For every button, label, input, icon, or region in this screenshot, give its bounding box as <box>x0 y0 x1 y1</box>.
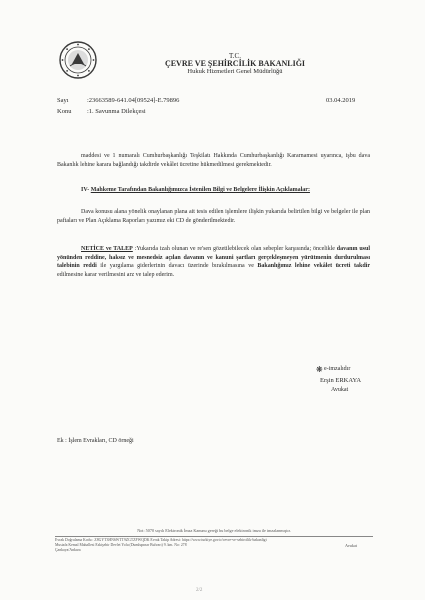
footer-notice: Not: 5070 sayılı Elektronik İmza Kanunu gereği bu belge elektronik imza ile imzalanmıştır. <box>137 528 291 533</box>
lawyer-title: Avukat <box>331 387 349 393</box>
sayi-row <box>57 97 179 104</box>
footer-verification: Evrak Doğrulama Kodu : Z8GYT3HN6WTT9ZGTZFWQDK Evrak Takip Adresi: https://www.turkiye.gov.tr/cevre-ve-sehircilik-bakanligi <box>55 538 267 542</box>
footer-city: Çankaya/Ankara <box>55 548 81 552</box>
section-iv-title: Mahkeme Tarafından Bakanlığımızca İstenilen Bilgi ve Belgelere İlişkin Açıklamalar: <box>90 187 310 193</box>
section-iv-number: IV- <box>81 187 90 193</box>
letterhead <box>115 52 355 76</box>
footer-divider <box>55 536 373 537</box>
netice-heading: NETİCE ve TALEP <box>81 246 133 252</box>
header-ministry: ÇEVRE VE ŞEHİRCİLİK BAKANLIĞI <box>164 59 306 68</box>
paragraph-netice: NETİCE ve TALEP :Yukarıda izah olunan ve re'sen gözetilebilecek olan sebepler karşısında; öncelikle davanın usul yönünden reddine, haksız ve mesnedsiz açılan davanın ve kanuni şartları gerçekleşmeyen yürütmenin durdurulması talebinin reddi ile yargılama giderlerinin davacı üzerinde bırakılmasına ve Bakanlığımız lehine vekâlet ücreti takdir edilmesine karar verilmesini arz ve talep ederim. <box>57 246 370 278</box>
e-signature-icon: ❋ <box>316 365 323 374</box>
netice-request: davanın usul yönünden reddine, haksız ve mesnedsiz açılan davanın ve kanuni şartları gerçekleşmeyen yürütmenin durdurulması talebinin reddi <box>57 246 370 269</box>
section-iv <box>57 186 370 195</box>
sayi-value: :23663589-641.04[09524]-E.79896 <box>87 97 180 104</box>
e-signature-label: e-imzalıdır <box>324 366 351 372</box>
ministry-seal-icon <box>58 40 98 80</box>
sayi-label: Sayı <box>57 97 69 104</box>
lawyer-name: Erşin ERKAYA <box>320 377 362 384</box>
page-number: 2/2 <box>196 588 203 593</box>
footer-address: Mustafa Kemal Mahallesi Eskişehir Devlet Yolu (Dumlupınar Bulvarı) 9. km. No: 278 <box>55 543 187 547</box>
paragraph-documents: Dava konusu alana yönelik onaylanan plana ait tesis edilen işlemlere ilişkin yukarıda belirtilen bilgi ve belgeler ile plan paftaları ve Plan Açıklama Raporları yazımız eki CD de gönderilmektedir. <box>57 209 370 224</box>
footer-contact: Avukat <box>345 543 358 548</box>
konu-label: Konu <box>57 108 72 115</box>
header-department: Hukuk Hizmetleri Genel Müdürlüğü <box>187 68 283 75</box>
attachments: Ek : İşlem Evrakları, CD örneği <box>57 438 134 444</box>
paragraph-fee: maddesi ve 1 numaralı Cumhurbaşkanlığı Teşkilatı Hakkında Cumhurbaşkanlığı Kararnamesi uyarınca, işbu dava Bakanlık lehine karara bağlandığı takdirde vekâlet ücretine hükmedilmesi gerekmektedir. <box>57 153 370 168</box>
document-date: 03.04.2019 <box>326 97 356 104</box>
netice-fee: Bakanlığımız lehine vekâlet ücreti takdir <box>257 263 370 269</box>
konu-value: :1. Savunma Dilekçesi <box>87 108 146 115</box>
header-country: T.C. <box>229 52 241 60</box>
konu-row <box>57 108 146 115</box>
